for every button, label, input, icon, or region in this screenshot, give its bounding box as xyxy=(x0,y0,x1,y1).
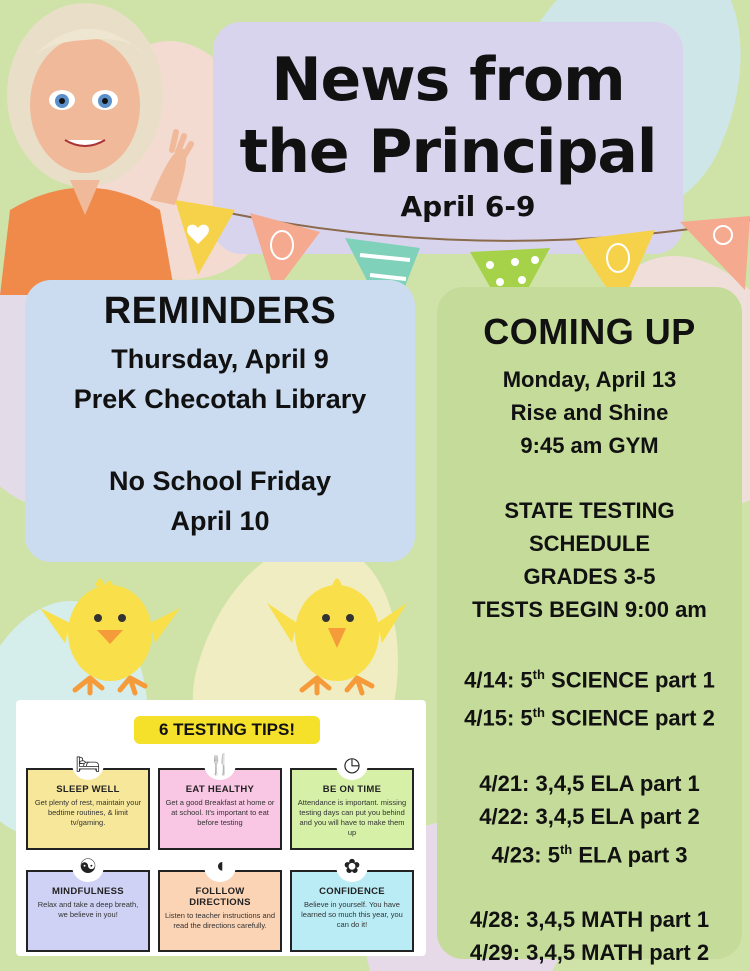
title-line-2: the Principal xyxy=(239,117,657,187)
reminder-line: No School Friday xyxy=(108,466,332,496)
principal-avatar xyxy=(0,0,210,295)
reminder-line: PreK Checotah Library xyxy=(73,384,367,414)
tip-body: Relax and take a deep breath, we believe in you! xyxy=(37,900,139,919)
tips-title: 6 TESTING TIPS! xyxy=(134,716,320,744)
coming-up-heading: COMING UP xyxy=(483,311,696,352)
event-line: Monday, April 13 xyxy=(502,367,677,392)
reminders-panel xyxy=(25,280,415,562)
tip-heading: BE ON TIME xyxy=(322,784,382,795)
bed-icon: 🛏 xyxy=(72,748,104,780)
schedule-line: 4/29: 3,4,5 MATH part 2 xyxy=(469,939,710,965)
schedule-line: 4/23: 5th ELA part 3 xyxy=(491,841,688,867)
reminder-line: April 10 xyxy=(170,506,270,536)
testing-line: SCHEDULE xyxy=(528,531,650,556)
tip-heading: CONFIDENCE xyxy=(319,886,385,897)
schedule-line: 4/21: 3,4,5 ELA part 1 xyxy=(479,770,700,796)
bunting-flag xyxy=(680,216,750,290)
testing-line: STATE TESTING xyxy=(504,498,675,523)
schedule-group xyxy=(437,903,742,969)
testing-tips-card xyxy=(16,700,426,956)
schedule-group xyxy=(437,767,742,871)
tip-heading: EAT HEALTHY xyxy=(185,784,255,795)
page-title xyxy=(213,44,683,188)
tip-body: Get a good Breakfast at home or at school. It's important to eat before testing xyxy=(165,798,275,827)
schedule-line: 4/22: 3,4,5 ELA part 2 xyxy=(479,803,700,829)
chick-illustration xyxy=(262,548,412,698)
event-line: Rise and Shine xyxy=(510,400,669,425)
schedule-line: 4/14: 5th SCIENCE part 1 xyxy=(464,667,715,693)
testing-line: GRADES 3-5 xyxy=(523,564,656,589)
tip-card xyxy=(290,753,414,850)
tip-body: Believe in yourself. You have learned so much this year, you can do it! xyxy=(301,900,403,929)
coming-up-panel xyxy=(437,287,742,965)
tip-heading: MINDFULNESS xyxy=(52,886,124,897)
testing-line: TESTS BEGIN 9:00 am xyxy=(472,597,707,622)
plate-icon: 🍴 xyxy=(204,748,236,780)
tip-card xyxy=(26,855,150,952)
schedule-line: 4/15: 5th SCIENCE part 2 xyxy=(464,705,715,731)
ear-icon: ◖ xyxy=(204,850,236,882)
tip-heading: SLEEP WELL xyxy=(56,784,120,795)
reminder-line: Thursday, April 9 xyxy=(111,344,329,374)
tip-body: Listen to teacher instructions and read the directions carefully. xyxy=(164,911,276,930)
title-line-1: News from xyxy=(271,45,625,115)
title-dates: April 6-9 xyxy=(400,190,536,223)
tip-heading: FOLLLOW DIRECTIONS xyxy=(189,886,251,908)
clock-icon: ◷ xyxy=(336,748,368,780)
schedule-group xyxy=(437,658,742,735)
schedule-line: 4/28: 3,4,5 MATH part 1 xyxy=(469,906,710,932)
tip-card xyxy=(290,855,414,952)
tree-icon: ✿ xyxy=(336,850,368,882)
tip-card xyxy=(26,753,150,850)
tip-body: Attendance is important. missing testing days can put you behind and you will have to make them up xyxy=(297,798,407,837)
tip-card xyxy=(158,854,282,952)
reminders-heading: REMINDERS xyxy=(103,290,337,332)
event-line: 9:45 am GYM xyxy=(520,433,659,458)
meditation-icon: ☯ xyxy=(72,850,104,882)
chick-illustration xyxy=(35,548,185,698)
tip-body: Get plenty of rest, maintain your bedtime routines, & limit tv/gaming. xyxy=(34,798,142,827)
tip-card xyxy=(158,753,282,850)
